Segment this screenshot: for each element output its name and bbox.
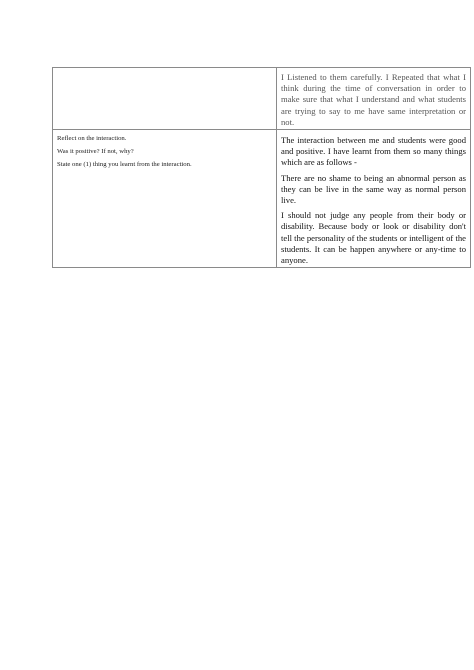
prompt-cell [53, 130, 277, 268]
response-paragraph-shame: There are no shame to being an abnormal person as they can be live in the same way as normal person live. [281, 172, 466, 206]
table-row [53, 130, 471, 268]
response-paragraph-interaction: The interaction between me and students were good and positive. I have learnt from them so many things which are as follows - [281, 135, 466, 168]
listening-response-text: I Listened to them carefully. I Repeated that what I think during the time of conversation in order to make sure that what I understand and what students are trying to say to me have same interpretation or not. [281, 72, 466, 127]
reflection-table [52, 67, 471, 268]
prompt-positive: Was it positive? If not, why? [57, 148, 134, 156]
prompt-reflect: Reflect on the interaction. [57, 135, 127, 143]
empty-cell [53, 68, 277, 130]
response-paragraph-judge: I should not judge any people from their body or disability. Because body or look or disability don't tell the personality of the students or intelligent of the students. It can be happen anywhere or any-time to anyone. [281, 210, 466, 266]
table-row [53, 68, 471, 130]
prompt-learnt: State one (1) thing you learnt from the interaction. [57, 161, 192, 169]
response-cell [277, 130, 471, 268]
response-cell [277, 68, 471, 130]
